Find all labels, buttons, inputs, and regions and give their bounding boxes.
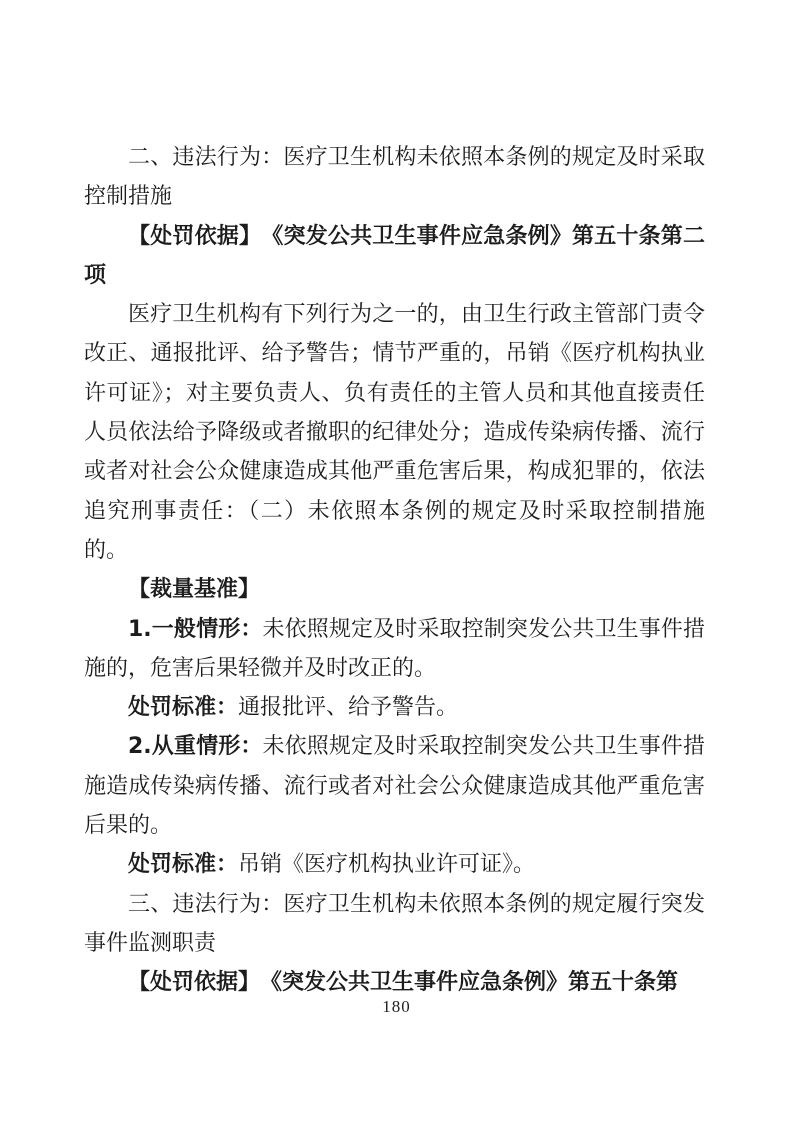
paragraph-aggravated-case bbox=[84, 727, 705, 845]
paragraph-penalty-standard-1 bbox=[84, 688, 705, 727]
paragraph-statute-text: 医疗卫生机构有下列行为之一的，由卫生行政主管部门责令改正、通报批评、给予警告；情节严重的，吊销《医疗机构执业许可证》；对主要负责人、负有责任的主管人员和其他直接责任人员依法给予降级或者撤职的纪律处分；造成传染病传播、流行或者对社会公众健康造成其他严重危害后果，构成犯罪的，依法追究刑事责任：（二）未依照本条例的规定及时采取控制措施的。 bbox=[84, 302, 705, 563]
document-body bbox=[84, 138, 705, 1003]
page-number: 180 bbox=[382, 997, 411, 1016]
paragraph-general-case bbox=[84, 610, 705, 689]
general-case-label: 1.一般情形： bbox=[128, 616, 263, 642]
aggravated-case-label: 2.从重情形： bbox=[128, 734, 263, 760]
paragraph-penalty-standard-2 bbox=[84, 845, 705, 884]
penalty-standard-1-label: 处罚标准： bbox=[128, 695, 239, 721]
paragraph-penalty-basis-3: 【处罚依据】 《突发公共卫生事件应急条例》第五十条第 bbox=[128, 970, 679, 996]
penalty-standard-1-text: 通报批评、给予警告。 bbox=[238, 695, 459, 721]
penalty-standard-2-label: 处罚标准： bbox=[128, 852, 239, 878]
general-case-text: 未依照规定及时采取控制突发公共卫生事件措施的，危害后果轻微并及时改正的。 bbox=[84, 616, 705, 681]
paragraph-violation-2-heading: 二、违法行为：医疗卫生机构未依照本条例的规定及时采取控制措施 bbox=[84, 145, 705, 210]
penalty-standard-2-text: 吊销《医疗机构执业许可证》。 bbox=[238, 852, 536, 878]
paragraph-violation-3-heading: 三、违法行为：医疗卫生机构未依照本条例的规定履行突发事件监测职责 bbox=[84, 891, 705, 956]
heading-discretion-benchmark: 【裁量基准】 bbox=[128, 577, 261, 603]
aggravated-case-text: 未依照规定及时采取控制突发公共卫生事件措施造成传染病传播、流行或者对社会公众健康造成其他严重危害后果的。 bbox=[84, 734, 705, 839]
paragraph-penalty-basis-2: 【处罚依据】 《突发公共卫生事件应急条例》第五十条第二项 bbox=[84, 223, 705, 288]
